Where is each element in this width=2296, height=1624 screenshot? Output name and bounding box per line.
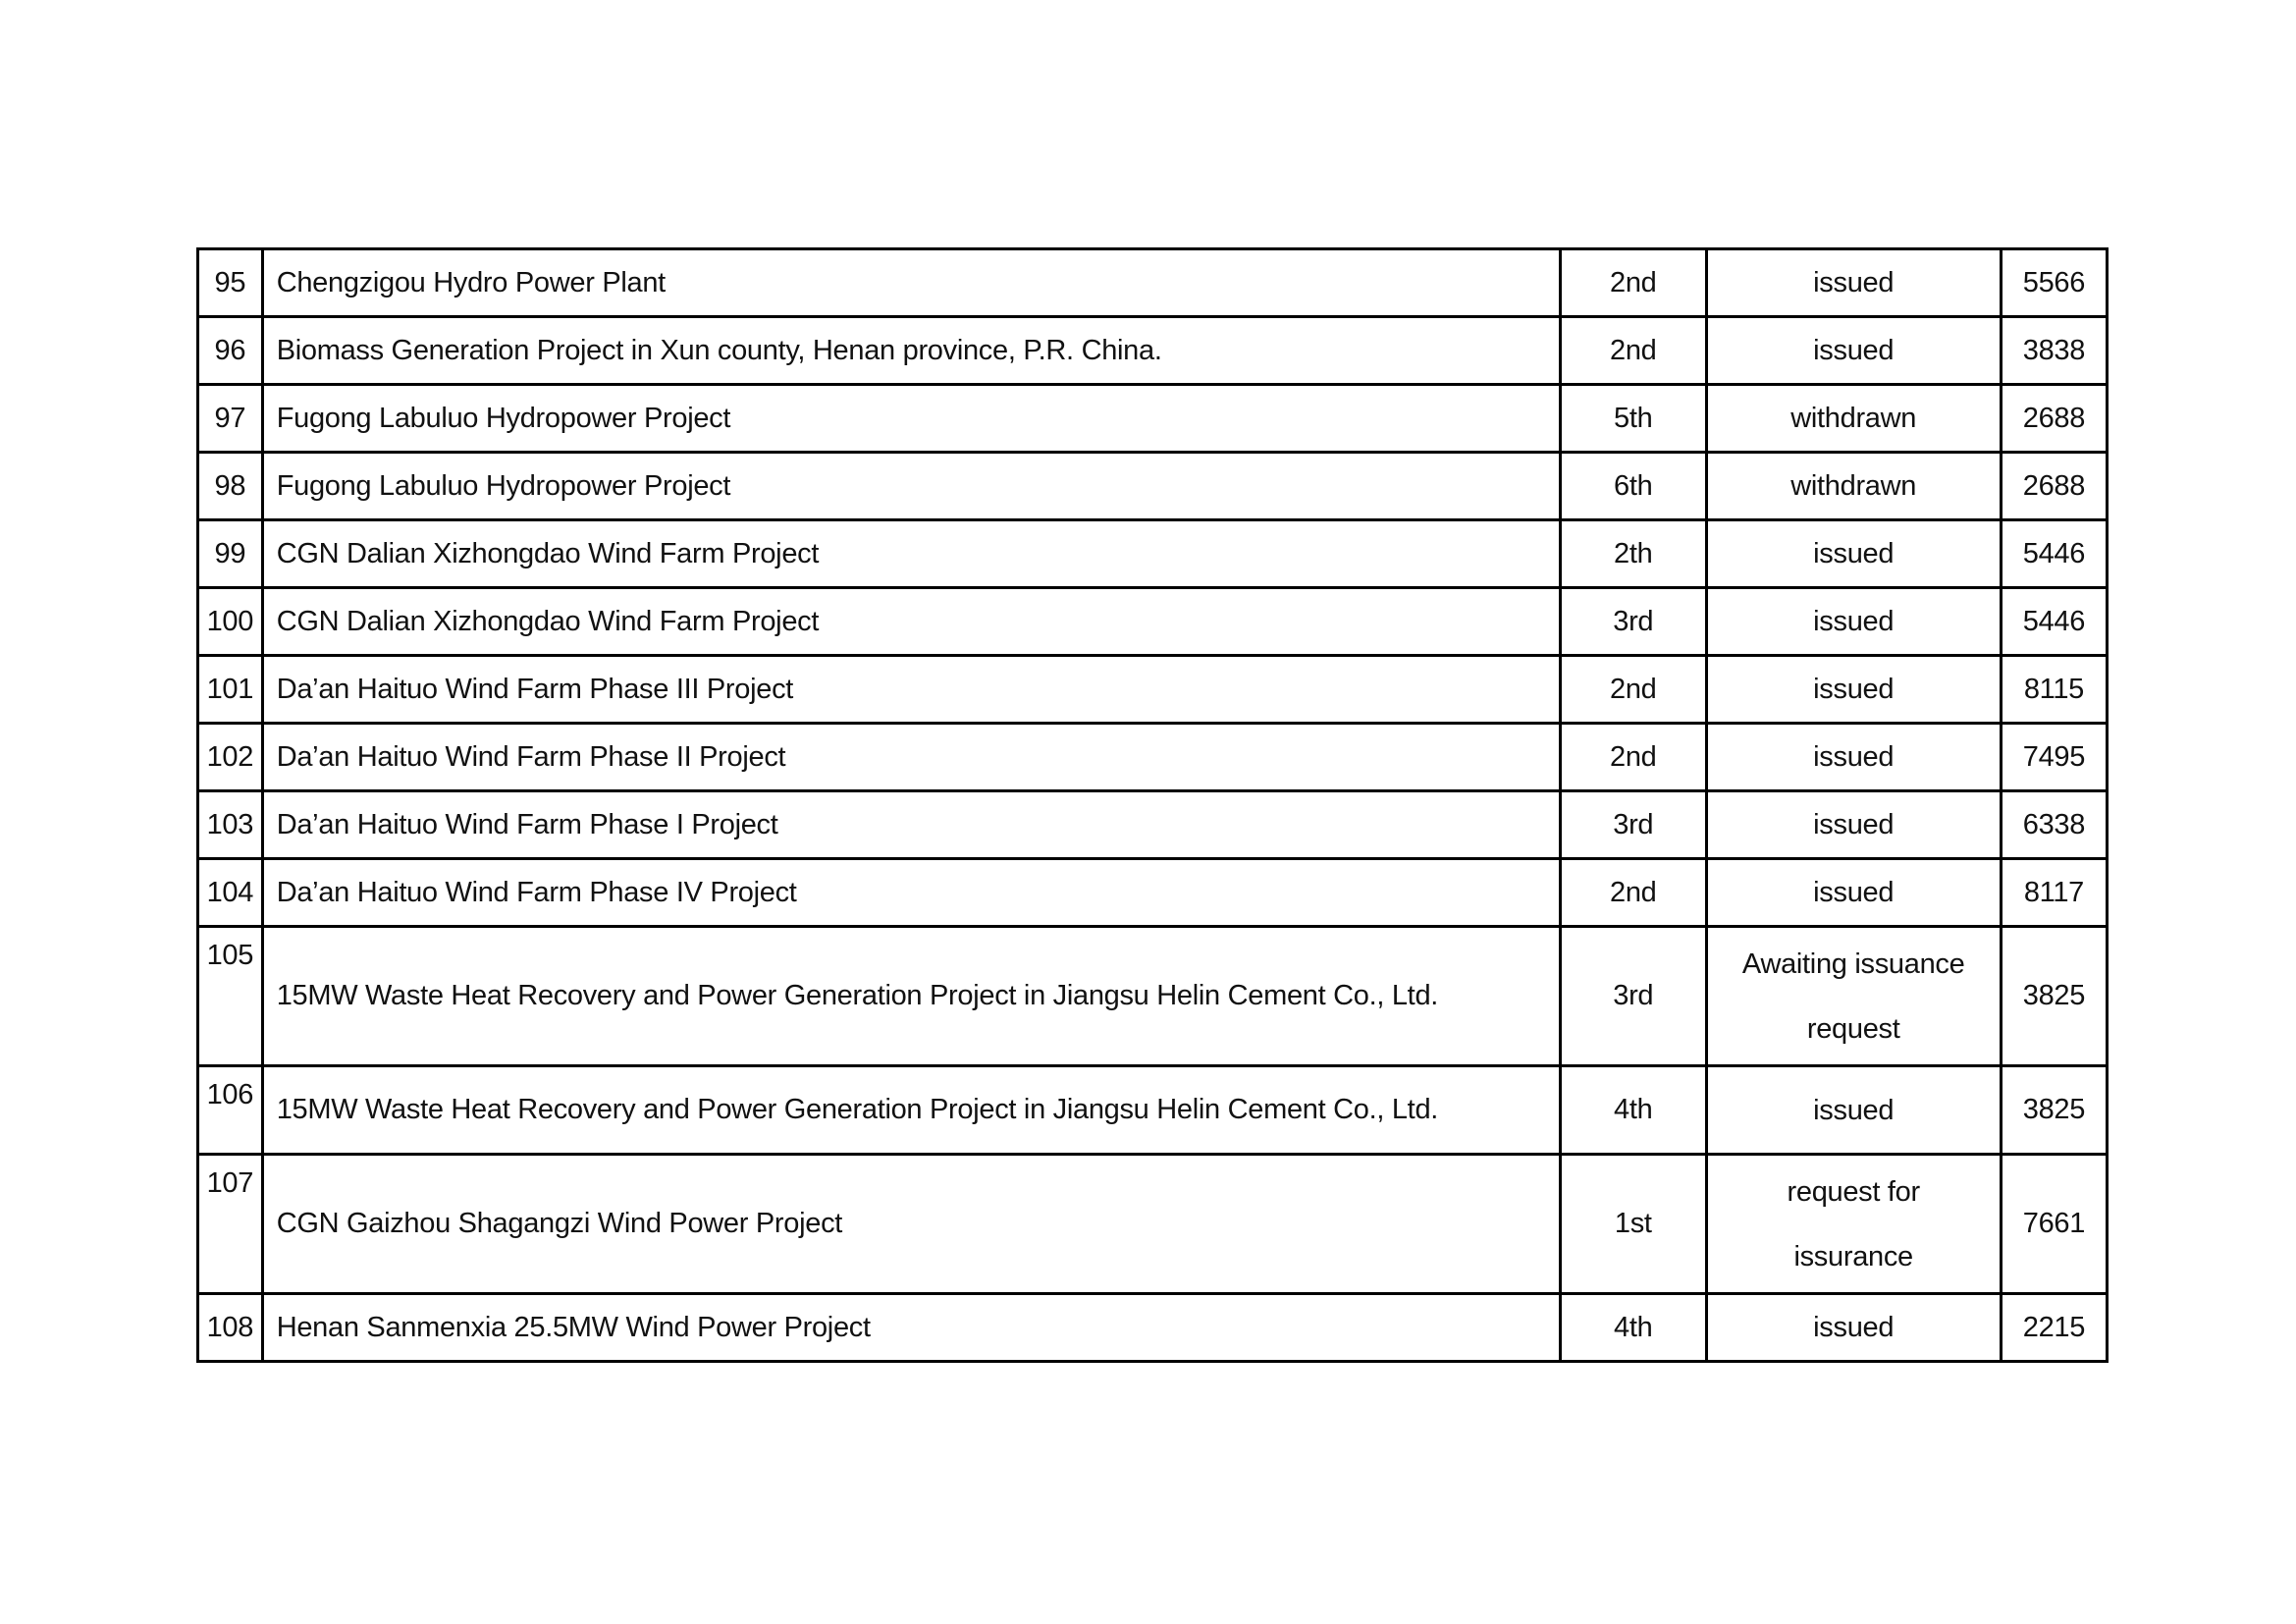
status: issued: [1706, 724, 2001, 791]
status: issued: [1706, 1294, 2001, 1362]
value: 7495: [2001, 724, 2107, 791]
row-number: 99: [198, 520, 263, 588]
status: issued: [1706, 1066, 2001, 1155]
value: 2688: [2001, 385, 2107, 453]
project-name: 15MW Waste Heat Recovery and Power Generation Project in Jiangsu Helin Cement Co., Ltd.: [262, 1066, 1560, 1155]
value: 3825: [2001, 1066, 2107, 1155]
value: 8115: [2001, 656, 2107, 724]
project-name: 15MW Waste Heat Recovery and Power Generation Project in Jiangsu Helin Cement Co., Ltd.: [262, 927, 1560, 1066]
status: issued: [1706, 588, 2001, 656]
status: issued: [1706, 656, 2001, 724]
value: 3838: [2001, 317, 2107, 385]
row-number: 108: [198, 1294, 263, 1362]
status-line: request: [1806, 1012, 1900, 1045]
project-name: Henan Sanmenxia 25.5MW Wind Power Project: [262, 1294, 1560, 1362]
row-number: 106: [198, 1066, 263, 1155]
row-number: 105: [198, 927, 263, 1066]
row-number: 103: [198, 791, 263, 859]
table-row: [198, 724, 2108, 791]
period: 3rd: [1560, 791, 1706, 859]
table-row: [198, 1155, 2108, 1294]
project-name: CGN Gaizhou Shagangzi Wind Power Project: [262, 1155, 1560, 1294]
table-row: [198, 859, 2108, 927]
table-row: [198, 520, 2108, 588]
period: 1st: [1560, 1155, 1706, 1294]
status: [1706, 1155, 2001, 1294]
project-name: Da’an Haituo Wind Farm Phase III Project: [262, 656, 1560, 724]
value: 6338: [2001, 791, 2107, 859]
period: 4th: [1560, 1294, 1706, 1362]
period: 2nd: [1560, 859, 1706, 927]
period: 3rd: [1560, 588, 1706, 656]
table-row: [198, 1294, 2108, 1362]
row-number: 102: [198, 724, 263, 791]
period: 6th: [1560, 453, 1706, 520]
project-name: Chengzigou Hydro Power Plant: [262, 249, 1560, 317]
project-name: Da’an Haituo Wind Farm Phase IV Project: [262, 859, 1560, 927]
row-number: 98: [198, 453, 263, 520]
project-name: Fugong Labuluo Hydropower Project: [262, 453, 1560, 520]
status-line: Awaiting issuance: [1741, 947, 1965, 980]
row-number: 100: [198, 588, 263, 656]
table-row: [198, 317, 2108, 385]
row-number: 95: [198, 249, 263, 317]
value: 5446: [2001, 520, 2107, 588]
row-number: 107: [198, 1155, 263, 1294]
period: 2nd: [1560, 317, 1706, 385]
value: 2215: [2001, 1294, 2107, 1362]
status-line: request for: [1787, 1175, 1920, 1208]
period: 2nd: [1560, 724, 1706, 791]
status: withdrawn: [1706, 385, 2001, 453]
value: 8117: [2001, 859, 2107, 927]
table-row: [198, 791, 2108, 859]
project-name: Fugong Labuluo Hydropower Project: [262, 385, 1560, 453]
status: withdrawn: [1706, 453, 2001, 520]
table-row: [198, 927, 2108, 1066]
table-row: [198, 385, 2108, 453]
status: [1706, 927, 2001, 1066]
status: issued: [1706, 520, 2001, 588]
period: 4th: [1560, 1066, 1706, 1155]
row-number: 104: [198, 859, 263, 927]
value: 3825: [2001, 927, 2107, 1066]
table-row: [198, 453, 2108, 520]
status: issued: [1706, 317, 2001, 385]
value: 5446: [2001, 588, 2107, 656]
period: 2th: [1560, 520, 1706, 588]
status-line: issurance: [1793, 1240, 1913, 1272]
status: issued: [1706, 859, 2001, 927]
period: 3rd: [1560, 927, 1706, 1066]
status: issued: [1706, 249, 2001, 317]
table-row: [198, 656, 2108, 724]
project-name: Biomass Generation Project in Xun county, Henan province, P.R. China.: [262, 317, 1560, 385]
row-number: 101: [198, 656, 263, 724]
row-number: 97: [198, 385, 263, 453]
period: 2nd: [1560, 249, 1706, 317]
period: 2nd: [1560, 656, 1706, 724]
projects-table: [196, 247, 2109, 1363]
table-row: [198, 1066, 2108, 1155]
table-row: [198, 588, 2108, 656]
value: 2688: [2001, 453, 2107, 520]
table-row: [198, 249, 2108, 317]
period: 5th: [1560, 385, 1706, 453]
status: issued: [1706, 791, 2001, 859]
row-number: 96: [198, 317, 263, 385]
project-name: Da’an Haituo Wind Farm Phase I Project: [262, 791, 1560, 859]
value: 7661: [2001, 1155, 2107, 1294]
project-name: CGN Dalian Xizhongdao Wind Farm Project: [262, 588, 1560, 656]
project-name: CGN Dalian Xizhongdao Wind Farm Project: [262, 520, 1560, 588]
project-name: Da’an Haituo Wind Farm Phase II Project: [262, 724, 1560, 791]
value: 5566: [2001, 249, 2107, 317]
